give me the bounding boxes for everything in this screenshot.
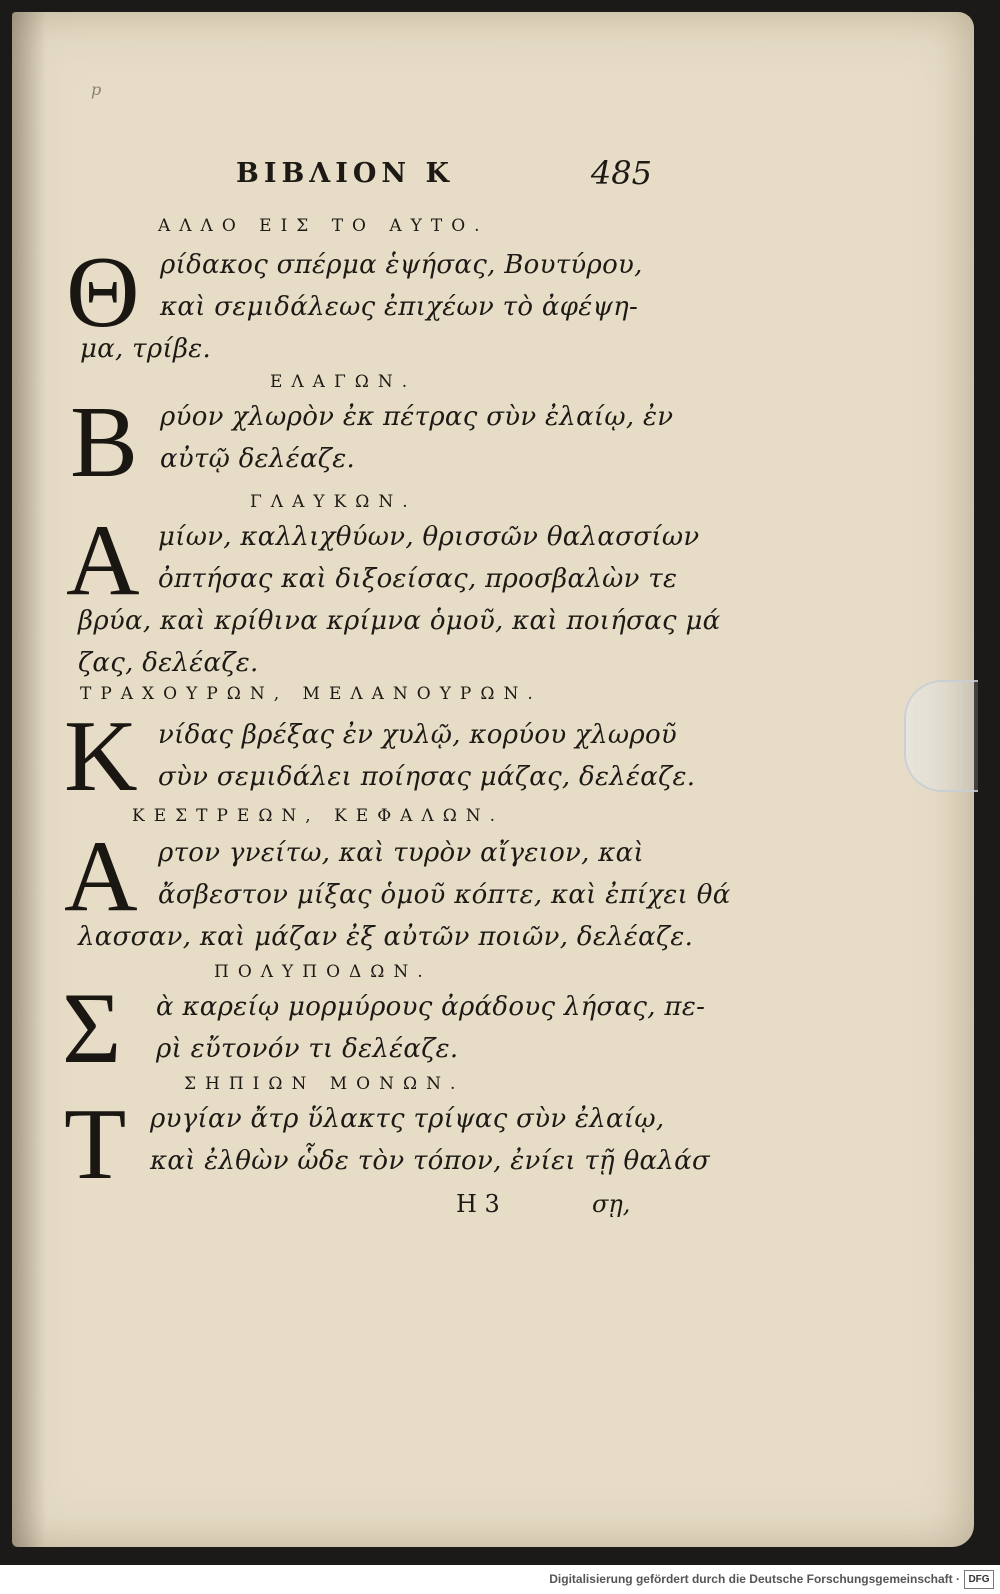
text-line: καὶ ἐλθὼν ὧδε τὸν τόπον, ἐνίει τῇ θαλάσ — [150, 1146, 710, 1176]
drop-cap: Α — [66, 504, 140, 617]
text-line: ρύον χλωρὸν ἐκ πέτρας σὺν ἐλαίῳ, ἐν — [160, 402, 674, 432]
footer-bar — [0, 1565, 1000, 1594]
page-clip — [904, 680, 978, 792]
text-line: καὶ σεμιδάλεως ἐπιχέων τὸ ἀφέψη- — [160, 292, 639, 322]
drop-cap: Σ — [62, 972, 122, 1085]
section-heading: ΤΡΑΧΟΥΡΩΝ, ΜΕΛΑΝΟΥΡΩΝ. — [80, 684, 542, 704]
text-line: ὀπτήσας καὶ διξοείσας, προσβαλὼν τε — [158, 564, 678, 594]
text-line: λασσαν, καὶ μάζαν ἐξ αὐτῶν ποιῶν, δελέαζε. — [78, 922, 694, 952]
text-line: βρύα, καὶ κρίθινα κρίμνα ὁμοῦ, καὶ ποιήσας μά — [78, 606, 721, 636]
pencil-mark: p — [91, 80, 102, 99]
text-line: νίδας βρέξας ἐν χυλῷ, κορύου χλωροῦ — [158, 720, 677, 750]
drop-cap: Κ — [64, 700, 138, 813]
folio-number: 485 — [590, 154, 652, 192]
section-heading: ΓΛΑΥΚΩΝ. — [250, 492, 417, 512]
drop-cap: Α — [64, 820, 138, 933]
signature-mark: Η 3 — [456, 1190, 500, 1218]
text-line: ὰ καρείῳ μορμύρους ἀράδους λήσας, πε- — [156, 992, 706, 1022]
text-line: ρίδακος σπέρμα ἑψήσας, Βουτύρου, — [160, 250, 643, 280]
text-line: ρυγίαν ἄτρ ὕλακτς τρίψας σὺν ἐλαίῳ, — [150, 1104, 665, 1134]
text-line: ἄσβεστον μίξας ὁμοῦ κόπτε, καὶ ἐπίχει θά — [158, 880, 731, 910]
page-header — [230, 156, 670, 200]
drop-cap: Β — [70, 386, 139, 499]
drop-cap: Τ — [64, 1088, 127, 1201]
funding-credit: Digitalisierung gefördert durch die Deutsche Forschungsgemeinschaft · — [549, 1572, 960, 1586]
section-heading: ΑΛΛΟ ΕΙΣ ΤΟ ΑΥΤΟ. — [158, 216, 489, 236]
text-line: σὺν σεμιδάλει ποίησας μάζας, δελέαζε. — [158, 762, 696, 792]
section-heading: ΠΟΛΥΠΟΔΩΝ. — [214, 962, 432, 982]
section-heading: ΚΕΣΤΡΕΩΝ, ΚΕΦΑΛΩΝ. — [132, 806, 505, 826]
catchword: σῃ, — [592, 1190, 631, 1218]
text-line: μίων, καλλιχθύων, θρισσῶν θαλασσίων — [158, 522, 700, 552]
text-line: ρτον γνείτω, καὶ τυρὸν αἴγειον, καὶ — [158, 838, 644, 868]
text-line: μα, τρίβε. — [80, 334, 212, 364]
section-heading: ΕΛΑΓΩΝ. — [270, 372, 417, 392]
running-title: ΒΙΒΛΙΟΝ Κ — [236, 158, 454, 189]
drop-cap: Θ — [66, 236, 140, 349]
section-heading: ΣΗΠΙΩΝ ΜΟΝΩΝ. — [184, 1074, 465, 1094]
text-line: ρὶ εὔτονόν τι δελέαζε. — [156, 1034, 459, 1064]
text-line: ζας, δελέαζε. — [78, 648, 259, 678]
text-line: αὐτῷ δελέαζε. — [160, 444, 356, 474]
dfg-logo-icon: DFG — [964, 1570, 994, 1589]
